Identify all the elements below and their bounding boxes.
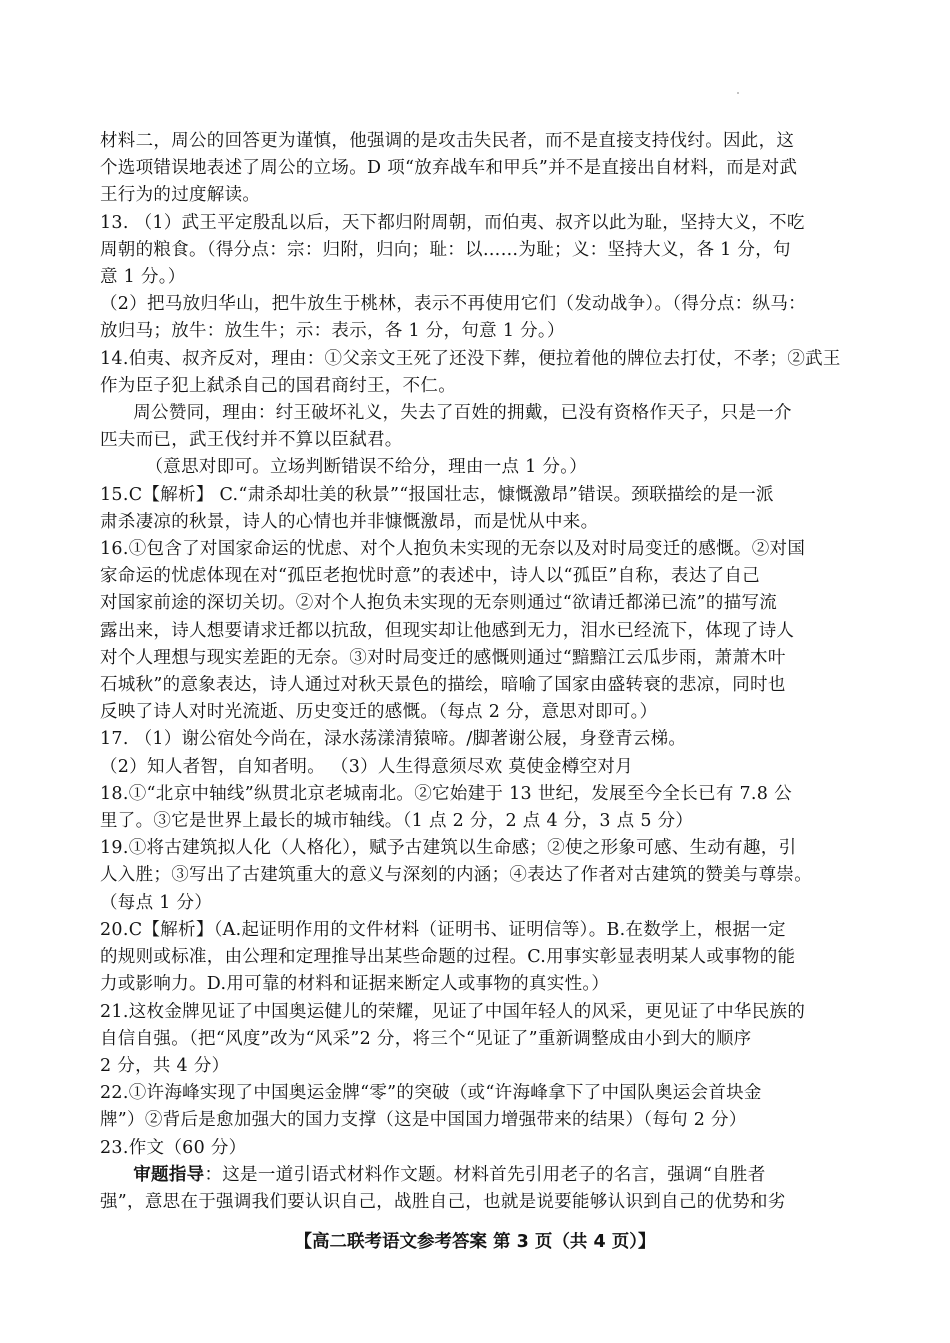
text-line: 21.这枚金牌见证了中国奥运健儿的荣耀，见证了中国年轻人的风采，更见证了中华民族的: [100, 1001, 806, 1022]
text-line: 意 1 分。）: [100, 267, 186, 288]
text-line: 石城秋”的意象表达，诗人通过对秋天景色的描绘，暗喻了国家由盛转衰的悲凉，同时也: [100, 675, 786, 696]
text-line: 个选项错误地表述了周公的立场。D 项“放弃战车和甲兵”并不是直接出自材料，而是对武: [100, 158, 798, 179]
text-line: 16.①包含了对国家命运的忧虑、对个人抱负未实现的无奈以及对时局变迁的感慨。②对国: [100, 539, 806, 560]
text-line: 17. （1）谢公宿处今尚在，渌水荡漾清猿啼。/脚著谢公屐，身登青云梯。: [100, 729, 687, 750]
text-line: 匹夫而已，武王伐纣并不算以臣弑君。: [100, 430, 403, 451]
text-line: 放归马；放牛：放生牛；示：表示，各 1 分，句意 1 分。）: [100, 321, 565, 342]
text-line: 周公赞同，理由：纣王破坏礼义，失去了百姓的拥戴，已没有资格作天子，只是一介: [133, 403, 792, 424]
text-line: 反映了诗人对时光流逝、历史变迁的感慨。（每点 2 分，意思对即可。）: [100, 702, 658, 723]
text-line: 周朝的粮食。（得分点：宗：归附，归向；耻：以……为耻；义：坚持大义，各 1 分，句: [100, 239, 791, 260]
text-line: 王行为的过度解读。: [100, 185, 261, 206]
text-line: 肃杀凄凉的秋景，诗人的心情也并非慷慨激昂，而是忧从中来。: [100, 511, 599, 532]
text-line: 19.①将古建筑拟人化（人格化），赋予古建筑以生命感；②使之形象可感、生动有趣，引: [100, 838, 797, 859]
text-line: 露出来，诗人想要请求迁都以抗敌，但现实却让他感到无力，泪水已经流下，体现了诗人: [100, 620, 795, 641]
essay-guidance-heading: 审题指导: [133, 1164, 205, 1185]
text-line: （每点 1 分）: [100, 892, 213, 913]
page-footer: 【高二联考语文参考答案 第 3 页（共 4 页）】: [294, 1232, 656, 1252]
text-line: 强”，意思在于强调我们要认识自己，战胜自己，也就是说要能够认识到自己的优势和劣: [100, 1191, 786, 1212]
text-line: 对个人理想与现实差距的无奈。③对时局变迁的感慨则通过“黯黯江云瓜步雨，萧萧木叶: [100, 647, 786, 668]
text-line: （意思对即可。立场判断错误不给分，理由一点 1 分。）: [145, 457, 588, 478]
text-line: 里了。③它是世界上最长的城市轴线。（1 点 2 分，2 点 4 分，3 点 5 分）: [100, 811, 694, 832]
text-line: 牌”）②背后是愈加强大的国力支撑（这是中国国力增强带来的结果）（每句 2 分）: [100, 1110, 747, 1131]
text-line: 14.伯夷、叔齐反对，理由：①父亲文王死了还没下葬，便拉着他的牌位去打仗，不孝；②武王: [100, 348, 841, 369]
essay-guidance-text: ：这是一道引语式材料作文题。材料首先引用老子的名言，强调“自胜者: [204, 1164, 766, 1185]
text-line: 人入胜；③写出了古建筑重大的意义与深刻的内涵；④表达了作者对古建筑的赞美与尊崇。: [100, 865, 812, 886]
text-line: 22.①许海峰实现了中国奥运金牌“零”的突破（或“许海峰拿下了中国队奥运会首块金: [100, 1083, 762, 1104]
text-line: 材料二，周公的回答更为谨慎，他强调的是攻击失民者，而不是直接支持伐纣。因此，这: [100, 131, 795, 151]
text-line: 15.C【解析】 C.“肃杀却壮美的秋景”“报国壮志，慷慨激昂”错误。颈联描绘的是一派: [100, 484, 774, 505]
text-line: 家命运的忧虑体现在对“孤臣老抱忧时意”的表述中，诗人以“孤臣”自称，表达了自己: [100, 566, 760, 587]
text-line: 力或影响力。D.用可靠的材料和证据来断定人或事物的真实性。）: [100, 974, 610, 995]
text-line: 20.C【解析】（A.起证明作用的文件材料（证明书、证明信等）。B.在数学上，根据一定: [100, 919, 786, 940]
scan-speck: [737, 92, 739, 94]
text-line: 13. （1）武王平定殷乱以后，天下都归附周朝，而伯夷、叔齐以此为耻，坚持大义，不吃: [100, 212, 805, 233]
text-line: 18.①“北京中轴线”纵贯北京老城南北。②它始建于 13 世纪，发展至今全长已有 7.8 公: [100, 783, 792, 804]
text-line: （2）知人者智，自知者明。 （3）人生得意须尽欢 莫使金樽空对月: [100, 756, 633, 777]
text-line: 作为臣子犯上弑杀自己的国君商纣王，不仁。: [100, 375, 456, 396]
text-line: （2）把马放归华山，把牛放生于桃林，表示不再使用它们（发动战争）。（得分点：纵马：: [100, 294, 806, 315]
answer-text-body: [100, 128, 858, 1216]
text-line: 的规则或标准，由公理和定理推导出某些命题的过程。C.用事实彰显表明某人或事物的能: [100, 947, 796, 968]
text-line: 对国家前途的深切关切。②对个人抱负未实现的无奈则通过“欲请迁都涕已流”的描写流: [100, 593, 778, 614]
text-line: [100, 1162, 858, 1189]
text-line: 23.作文（60 分）: [100, 1137, 247, 1158]
text-line: 2 分，共 4 分）: [100, 1055, 230, 1076]
text-line: 自信自强。（把“风度”改为“风采”2 分，将三个“见证了”重新调整成由小到大的顺序: [100, 1028, 752, 1049]
